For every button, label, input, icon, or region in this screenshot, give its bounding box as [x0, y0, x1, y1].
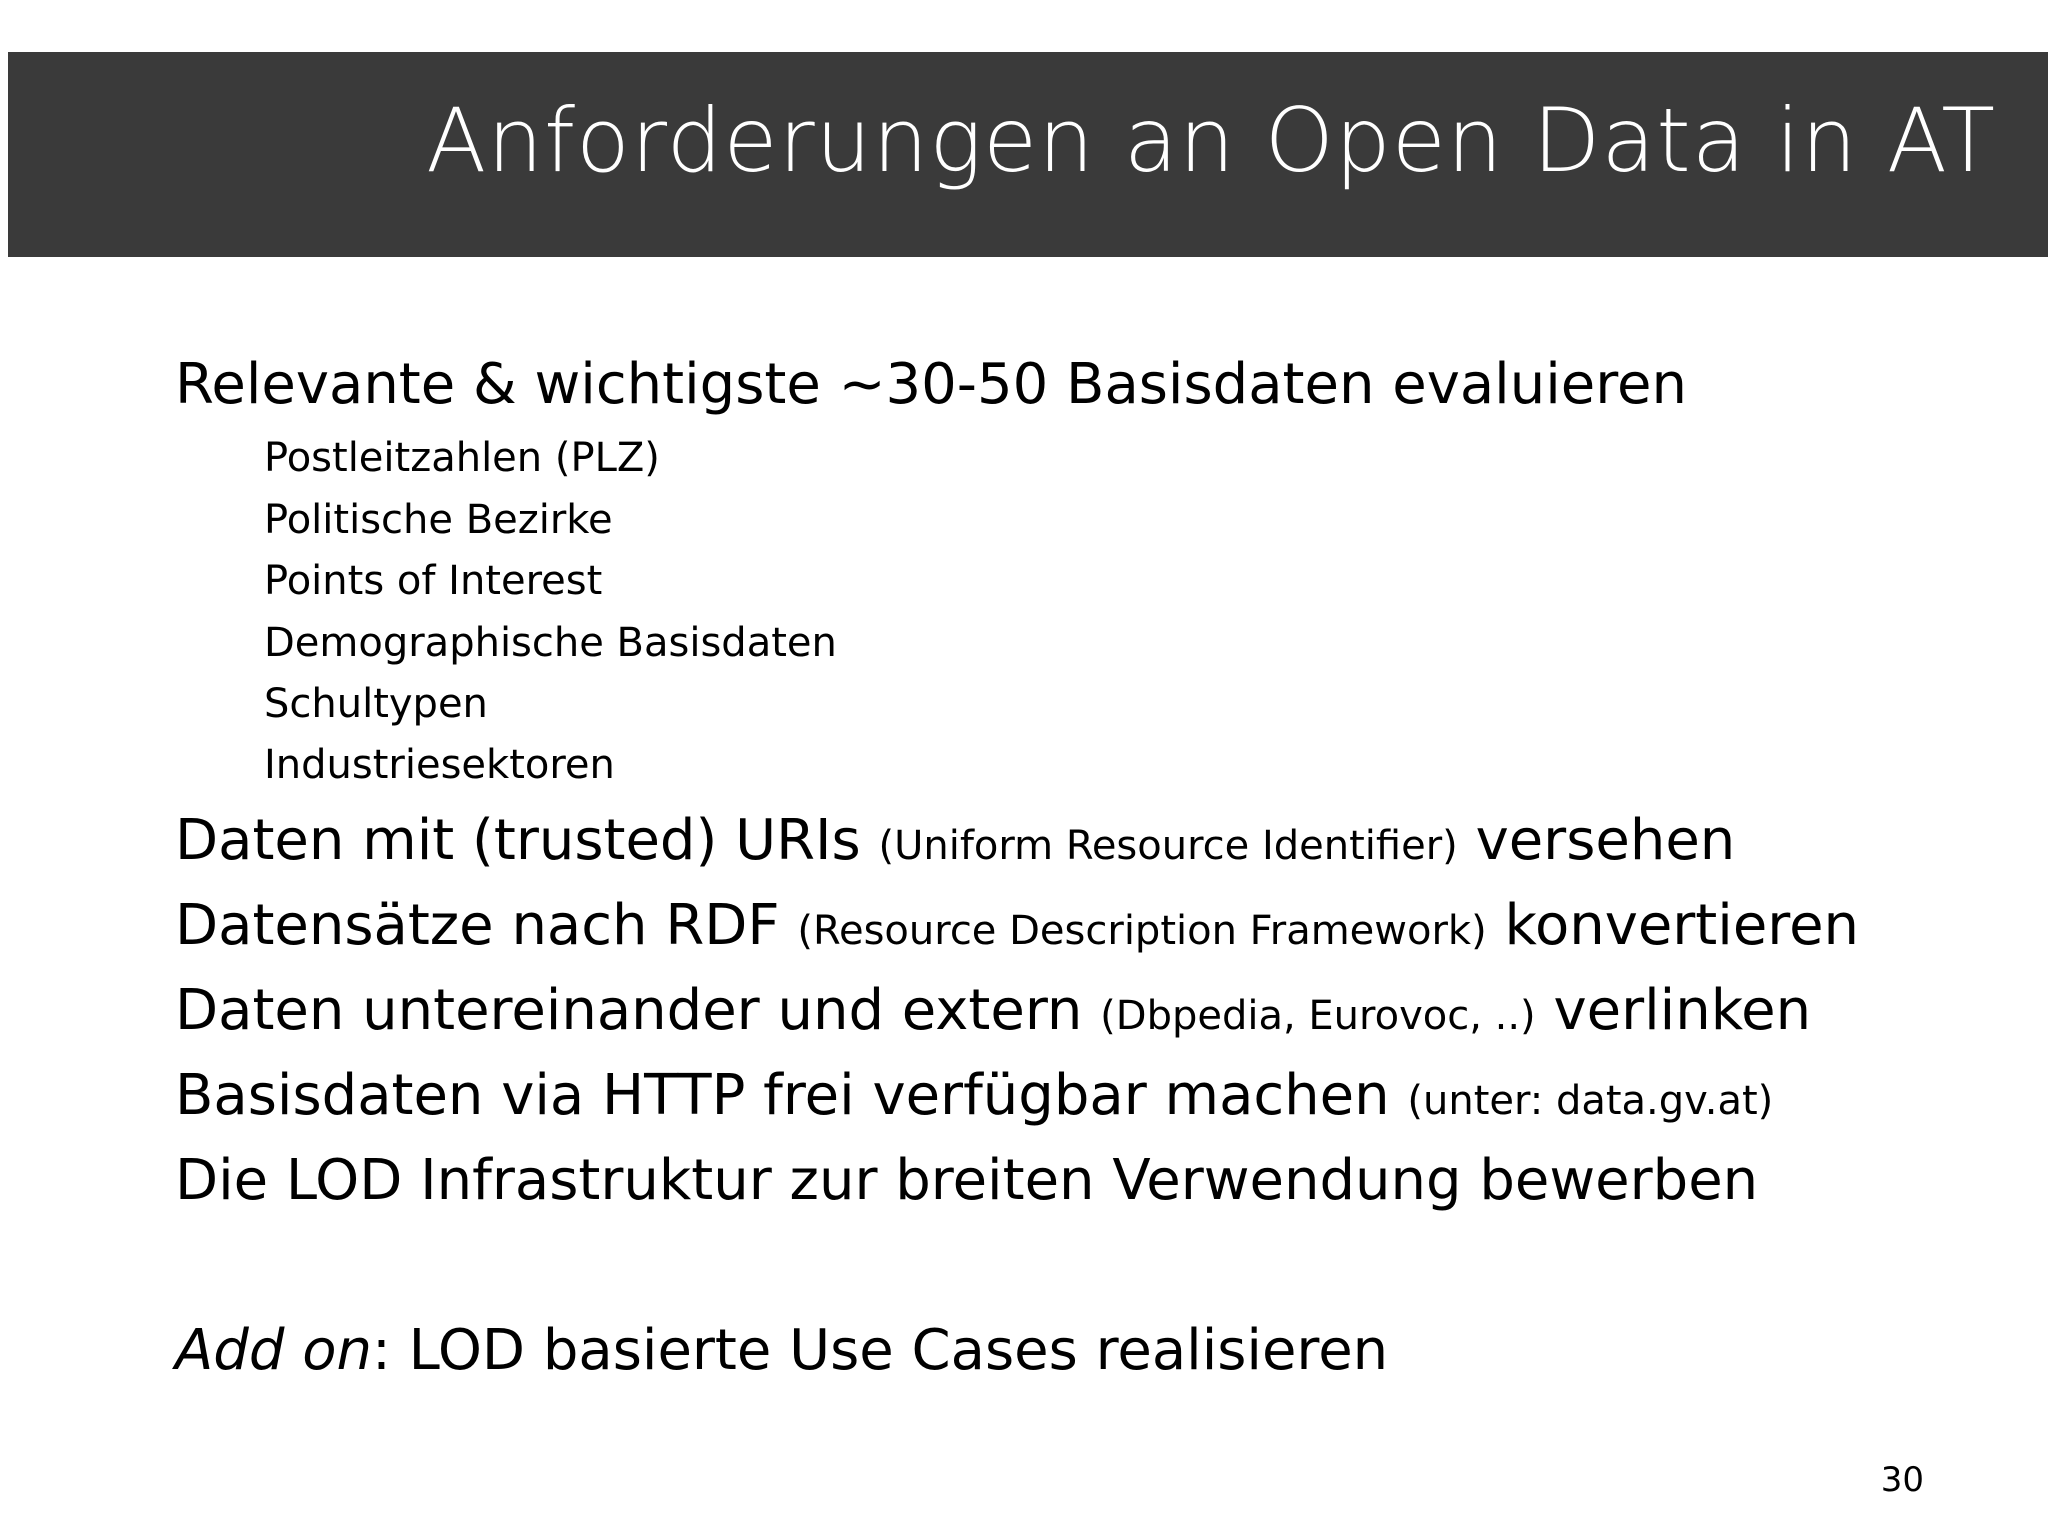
uri-lead: Daten mit (trusted) URIs — [175, 808, 879, 873]
uri-tail: versehen — [1457, 808, 1736, 873]
sub-item-schultypen: Schultypen — [264, 681, 488, 727]
sub-item-poi: Points of Interest — [264, 558, 603, 604]
sub-item-industrie: Industriesektoren — [264, 742, 615, 788]
addon-label: Add on — [175, 1318, 372, 1383]
main-point-http — [175, 1063, 1773, 1128]
sub-item-plz: Postleitzahlen (PLZ) — [264, 435, 660, 481]
rdf-paren: (Resource Description Framework) — [797, 908, 1487, 954]
main-point-basisdaten: Relevante & wichtigste ~30-50 Basisdaten evaluieren — [175, 352, 1687, 417]
link-lead: Daten untereinander und extern — [175, 978, 1101, 1043]
main-point-rdf — [175, 893, 1859, 958]
main-point-verlinken — [175, 978, 1811, 1043]
http-paren: (unter: data.gv.at) — [1407, 1078, 1774, 1124]
slide-title: Anforderungen an Open Data in AT — [426, 89, 1996, 192]
rdf-tail: konvertieren — [1486, 893, 1860, 958]
addon-rest: : LOD basierte Use Cases realisieren — [371, 1318, 1389, 1383]
sub-item-demographie: Demographische Basisdaten — [264, 620, 837, 666]
main-point-lod: Die LOD Infrastruktur zur breiten Verwendung bewerben — [175, 1148, 1759, 1213]
addon-line — [175, 1318, 1388, 1383]
link-paren: (Dbpedia, Eurovoc, ..) — [1100, 993, 1536, 1039]
page-number: 30 — [1880, 1460, 1924, 1500]
sub-item-bezirke: Politische Bezirke — [264, 497, 613, 543]
rdf-lead: Datensätze nach RDF — [175, 893, 798, 958]
link-tail: verlinken — [1535, 978, 1812, 1043]
uri-paren: (Uniform Resource Identifier) — [878, 823, 1458, 869]
http-lead: Basisdaten via HTTP frei verfügbar machen — [175, 1063, 1408, 1128]
main-point-uris — [175, 808, 1735, 873]
title-bar — [8, 52, 2048, 257]
